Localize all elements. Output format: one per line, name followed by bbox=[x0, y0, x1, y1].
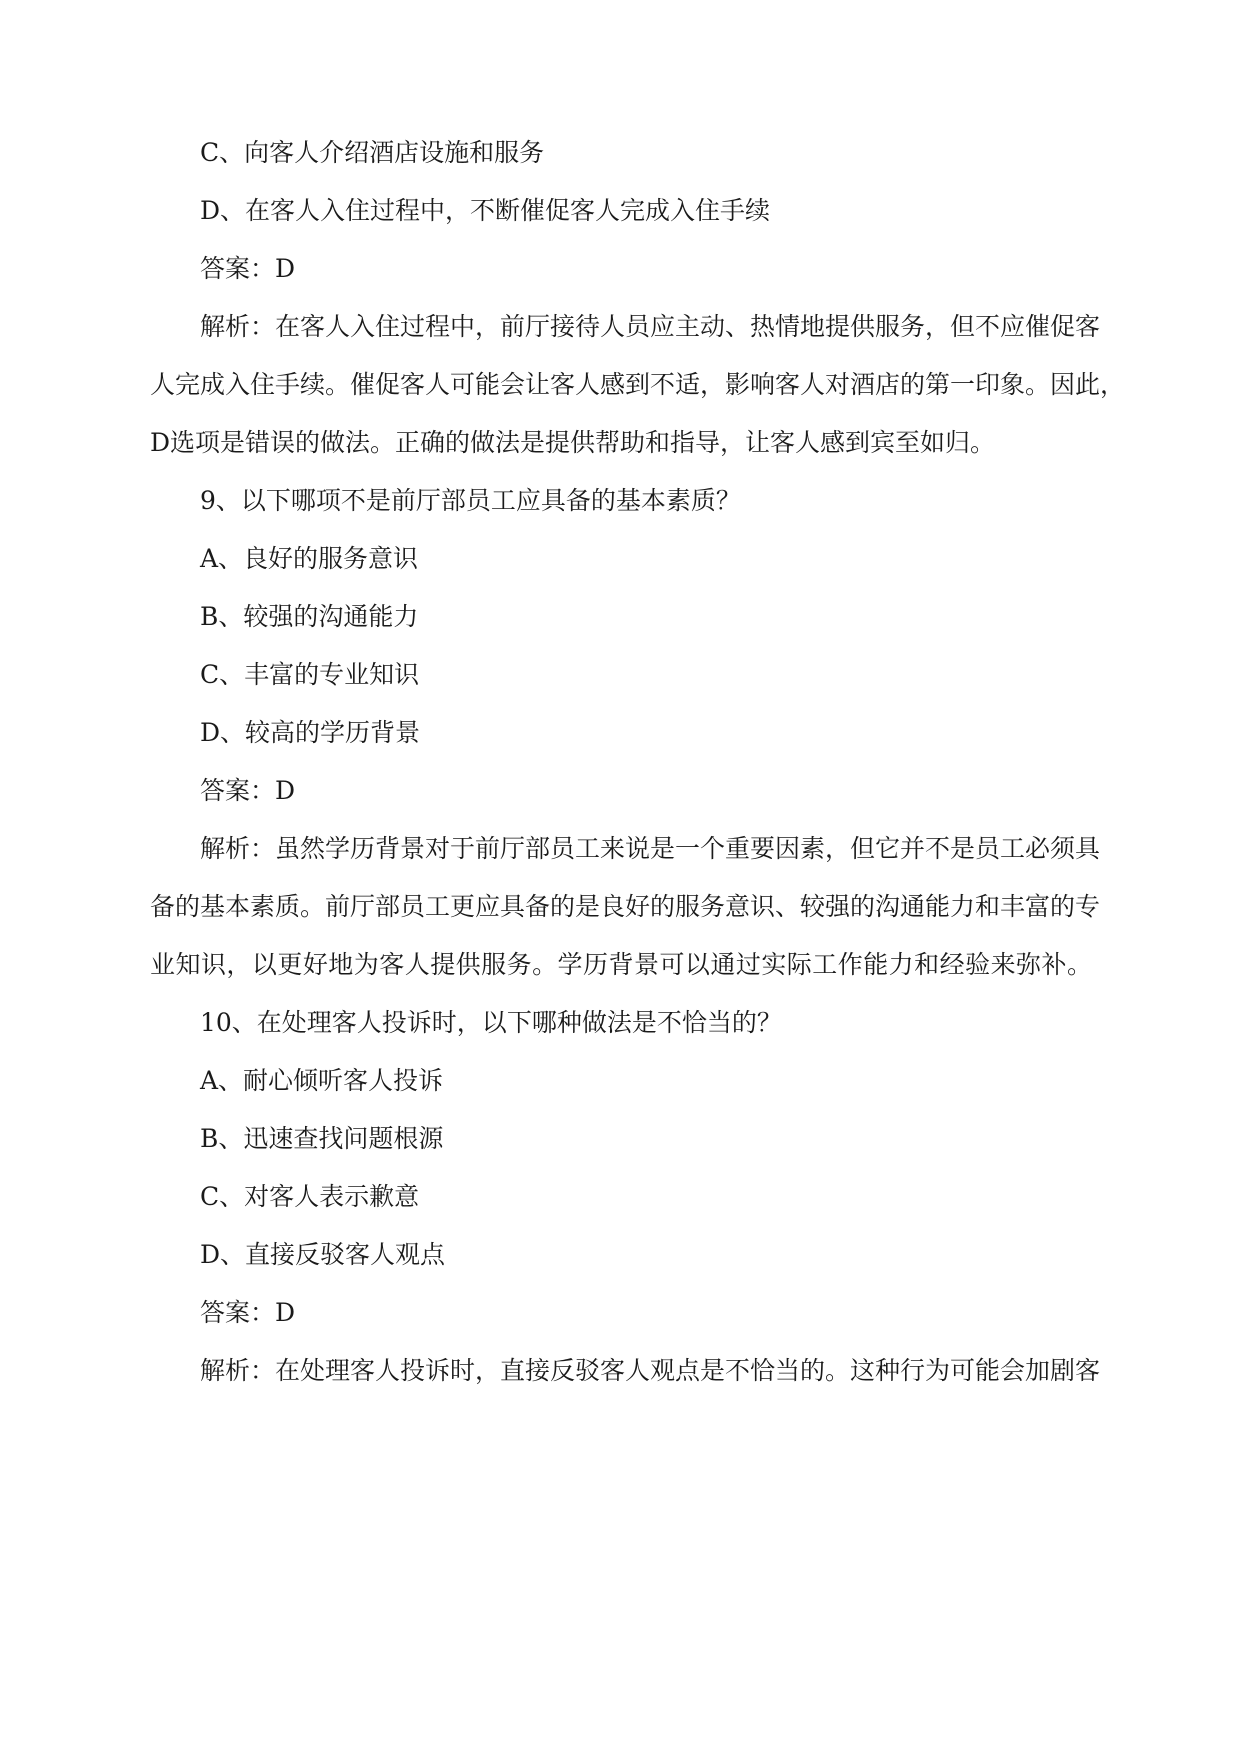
q9-option-b: B、较强的沟通能力 bbox=[200, 602, 419, 631]
q9-option-c: C、丰富的专业知识 bbox=[200, 660, 420, 689]
q8-answer: 答案：D bbox=[200, 254, 296, 283]
q9-analysis-line: 备的基本素质。前厅部员工更应具备的是良好的服务意识、较强的沟通能力和丰富的专 bbox=[150, 892, 1101, 921]
q10-option-d: D、直接反驳客人观点 bbox=[200, 1240, 446, 1269]
q8-option-c: C、向客人介绍酒店设施和服务 bbox=[200, 138, 545, 167]
q8-analysis-line: D选项是错误的做法。正确的做法是提供帮助和指导，让客人感到宾至如归。 bbox=[150, 428, 996, 457]
q9-analysis-line: 业知识，以更好地为客人提供服务。学历背景可以通过实际工作能力和经验来弥补。 bbox=[150, 950, 1092, 979]
q10-question: 10、在处理客人投诉时，以下哪种做法是不恰当的？ bbox=[200, 1008, 782, 1037]
q9-option-d: D、较高的学历背景 bbox=[200, 718, 421, 747]
q10-option-b: B、迅速查找问题根源 bbox=[200, 1124, 444, 1153]
q10-answer: 答案：D bbox=[200, 1298, 296, 1327]
q9-analysis-line: 解析：虽然学历背景对于前厅部员工来说是一个重要因素，但它并不是员工必须具 bbox=[200, 834, 1101, 863]
q8-option-d: D、在客人入住过程中，不断催促客人完成入住手续 bbox=[200, 196, 771, 225]
q10-analysis-line: 解析：在处理客人投诉时，直接反驳客人观点是不恰当的。这种行为可能会加剧客 bbox=[200, 1356, 1101, 1385]
q9-answer: 答案：D bbox=[200, 776, 296, 805]
q9-question: 9、以下哪项不是前厅部员工应具备的基本素质？ bbox=[200, 486, 741, 515]
q10-option-c: C、对客人表示歉意 bbox=[200, 1182, 420, 1211]
q8-analysis-line: 人完成入住手续。催促客人可能会让客人感到不适，影响客人对酒店的第一印象。因此， bbox=[150, 370, 1126, 399]
q8-analysis-line: 解析：在客人入住过程中，前厅接待人员应主动、热情地提供服务，但不应催促客 bbox=[200, 312, 1101, 341]
q9-option-a: A、良好的服务意识 bbox=[200, 544, 419, 573]
q10-option-a: A、耐心倾听客人投诉 bbox=[200, 1066, 444, 1095]
